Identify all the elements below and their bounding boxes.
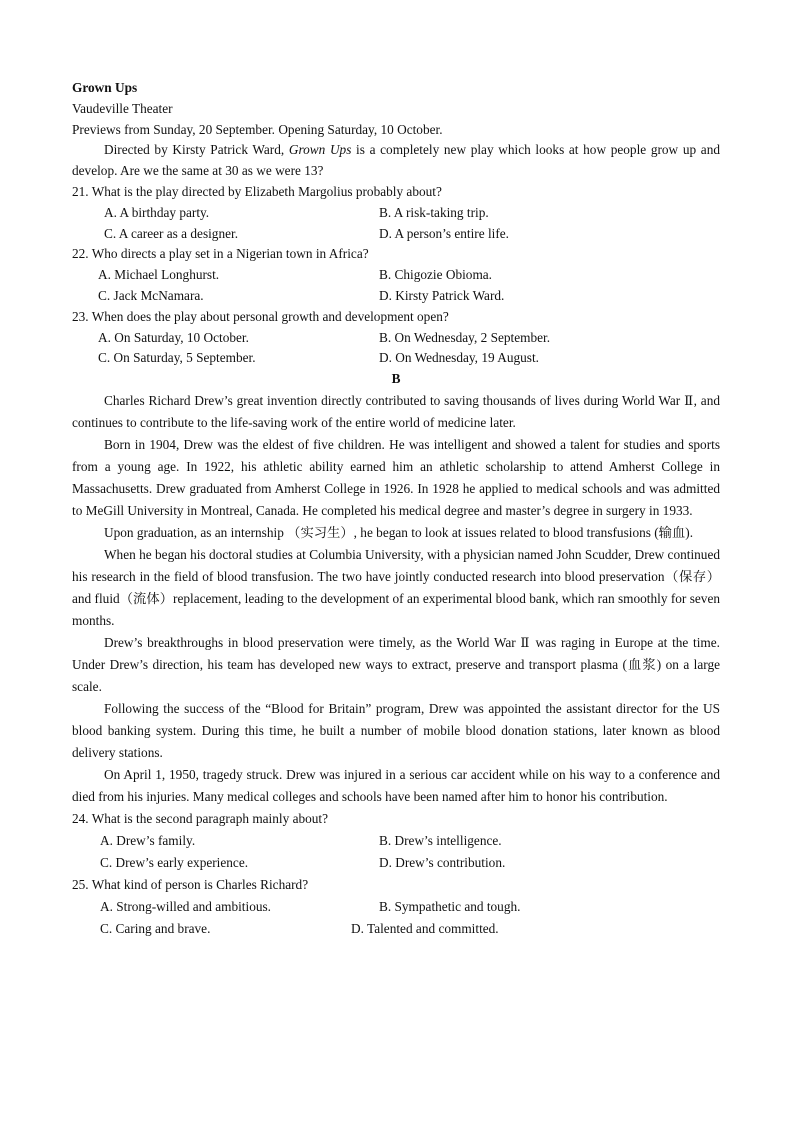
option-a[interactable]: A. Michael Longhurst. — [98, 267, 220, 283]
option-c[interactable]: C. Drew’s early experience. — [100, 854, 249, 870]
option-d[interactable]: D. A person’s entire life. — [379, 225, 509, 241]
options-row — [72, 896, 720, 918]
option-a[interactable]: A. On Saturday, 10 October. — [98, 329, 249, 345]
option-a[interactable]: A. Drew’s family. — [100, 832, 196, 848]
options-row — [72, 852, 720, 874]
option-b[interactable]: B. On Wednesday, 2 September. — [379, 329, 551, 345]
option-a[interactable]: A. Strong-willed and ambitious. — [100, 898, 271, 914]
passage-paragraph: Charles Richard Drew’s great invention directly contributed to saving thousands of lives during World War Ⅱ, and continues to contribute to the life-saving work of the entire world of medicine later. — [72, 392, 720, 430]
options-row — [72, 328, 720, 349]
passage-paragraph: Drew’s breakthroughs in blood preservation were timely, as the World War Ⅱ was raging in Europe at the time. Under Drew’s direction, his team has developed new ways to extract, preserve and transport plasma (血浆) on a large scale. — [72, 634, 720, 694]
question-21: 21. What is the play directed by Elizabeth Margolius probably about? — [72, 183, 442, 199]
option-c[interactable]: C. On Saturday, 5 September. — [98, 350, 256, 366]
passage-paragraph: Following the success of the “Blood for Britain” program, Drew was appointed the assistant director for the US blood banking system. During this time, he built a number of mobile blood donation stations, later known as blood delivery stations. — [72, 700, 720, 760]
option-a[interactable]: A. A birthday party. — [104, 204, 210, 220]
option-b[interactable]: B. Drew’s intelligence. — [379, 832, 502, 848]
options-row — [72, 830, 720, 852]
options-row — [72, 348, 720, 369]
passage-paragraph: Born in 1904, Drew was the eldest of five children. He was intelligent and showed a talent for studies and sports from a young age. In 1922, his athletic ability earned him an athletic scholarship to attend Amherst College in Massachusetts. Drew graduated from Amherst College in 1926. In 1928 he applied to medical schools and was admitted to MeGill University in Montreal, Canada. He completed his medical degree and master’s degree in surgery in 1933. — [72, 436, 720, 518]
options-row — [72, 203, 720, 224]
desc-post: is a completely new play which looks at how people grow up and develop. Are we the same at 30 as we were 13? — [72, 142, 720, 179]
desc-italic-title: Grown Ups — [288, 142, 352, 158]
play-dates: Previews from Sunday, 20 September. Opening Saturday, 10 October. — [72, 121, 443, 137]
passage-paragraph: Upon graduation, as an internship （实习生）, he began to look at issues related to blood transfusions (输血). — [104, 524, 694, 540]
play-description — [72, 140, 720, 182]
section-b-heading: B — [391, 371, 401, 387]
venue: Vaudeville Theater — [72, 100, 173, 116]
option-b[interactable]: B. A risk-taking trip. — [379, 204, 489, 220]
passage-paragraph: When he began his doctoral studies at Columbia University, with a physician named John Scudder, Drew continued his research in the field of blood transfusion. The two have jointly conducted research into blood preservation（保存）and fluid（流体）replacement, leading to the development of an experimental blood bank, which ran smoothly for seven months. — [72, 546, 720, 628]
play-title: Grown Ups — [72, 80, 138, 95]
question-24: 24. What is the second paragraph mainly about? — [72, 810, 329, 826]
options-row — [72, 918, 720, 940]
option-c[interactable]: C. A career as a designer. — [104, 225, 239, 241]
option-c[interactable]: C. Caring and brave. — [100, 920, 211, 936]
options-row — [72, 265, 720, 286]
desc-pre: Directed by Kirsty Patrick Ward, — [104, 142, 289, 158]
options-row — [72, 224, 720, 245]
option-d[interactable]: D. Kirsty Patrick Ward. — [379, 287, 505, 303]
question-25: 25. What kind of person is Charles Richard? — [72, 876, 309, 892]
option-b[interactable]: B. Sympathetic and tough. — [379, 898, 521, 914]
option-c[interactable]: C. Jack McNamara. — [98, 287, 204, 303]
exam-page — [72, 78, 720, 940]
passage-paragraph: On April 1, 1950, tragedy struck. Drew was injured in a serious car accident while on his way to a conference and died from his injuries. Many medical colleges and schools have been named after him to honor his contribution. — [72, 766, 720, 804]
option-d[interactable]: D. Talented and committed. — [351, 920, 499, 936]
option-d[interactable]: D. On Wednesday, 19 August. — [379, 350, 539, 366]
option-d[interactable]: D. Drew’s contribution. — [379, 854, 506, 870]
option-b[interactable]: B. Chigozie Obioma. — [379, 267, 493, 283]
question-23: 23. When does the play about personal growth and development open? — [72, 308, 449, 324]
options-row — [72, 286, 720, 307]
question-22: 22. Who directs a play set in a Nigerian town in Africa? — [72, 246, 369, 262]
